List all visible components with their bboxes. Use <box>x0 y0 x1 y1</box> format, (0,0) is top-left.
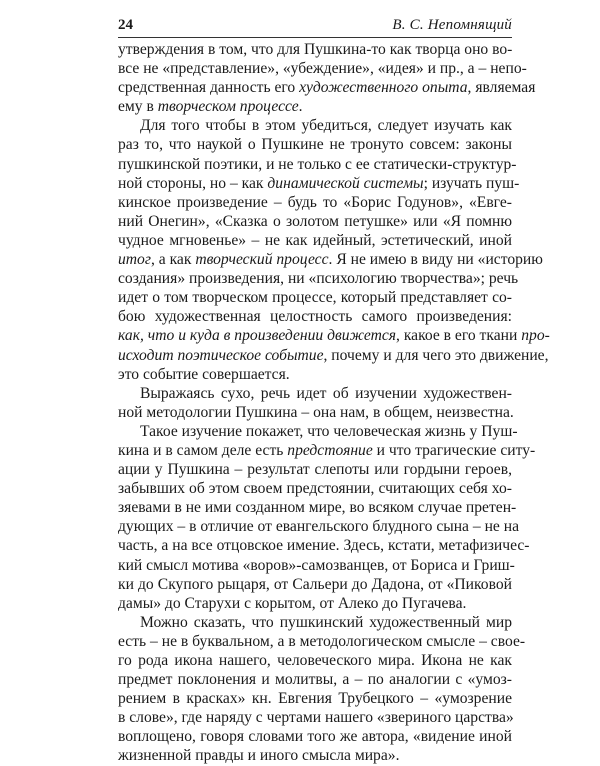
text-line: рением в красках» кн. Евгения Трубецкого – «умозрение <box>118 690 512 708</box>
text-line: кий смысл мотива «воров»-самозванцев, от Бориса и Гриш- <box>118 556 515 574</box>
text-line: кинское произведение – будь то «Борис Годунов», «Евге- <box>118 193 512 211</box>
text-line: чудное мгновенье» – не как идейный, эстетический, иной <box>118 231 512 249</box>
text-line: все не «представление», «убеждение», «идея» и пр., а – непо- <box>118 60 527 78</box>
text-line: ной методологии Пушкина – она нам, в общем, неизвестна. <box>118 403 514 421</box>
text-line: жизненной правды и иного смысла мира». <box>118 747 400 765</box>
text-line: есть – не в буквальном, а в методологическом смысле – свое- <box>118 632 526 650</box>
page-number: 24 <box>118 17 133 33</box>
text-line: предмет поклонения и молитвы, а – по аналогии с «умоз- <box>118 671 512 689</box>
page-header <box>118 14 512 36</box>
text-line: го рода икона нашего, человеческого мира. Икона не как <box>118 652 512 669</box>
text-line: Для того чтобы в этом убедиться, следует изучать как <box>140 117 512 135</box>
text-line: часть, а на все отцовское имение. Здесь, кстати, метафизичес- <box>118 537 530 555</box>
text-line: исходит поэтическое событие, почему и для чего это движение, <box>118 346 549 364</box>
text-line: ний Онегин», «Сказка о золотом петушке» или «Я помню <box>118 212 512 230</box>
text-line: Можно сказать, что пушкинский художественный мир <box>140 613 512 631</box>
text-line: создания» произведения, ни «психологию творчества»; речь <box>118 270 519 288</box>
body-text <box>118 40 550 766</box>
header-rule <box>118 37 512 38</box>
text-line: ему в творческом процессе. <box>118 98 303 116</box>
text-line: раз то, что наукой о Пушкине не тронуто совсем: законы <box>118 136 512 154</box>
text-line: Выражаясь сухо, речь идет об изучении художествен- <box>140 384 512 402</box>
text-line: забывших об этом своем предстоянии, считающих себя хо- <box>118 480 512 498</box>
running-head: В. С. Непомнящий <box>392 17 512 33</box>
text-line: кина и в самом деле есть предстояние и что трагические ситу- <box>118 441 536 459</box>
text-line: бою художественная целостность самого произведения: <box>118 308 512 326</box>
text-line: ации у Пушкина – результат слепоты или гордыни героев, <box>118 461 512 479</box>
text-line: средственная данность его художественного опыта, являемая <box>118 79 536 97</box>
text-line: пушкинской поэтики, и не только с ее статически-структур- <box>118 155 517 173</box>
text-line: идет о том творческом процессе, который представляет со- <box>118 289 512 307</box>
text-line: воплощено, говоря словами того же автора, «видение иной <box>118 728 512 746</box>
text-line: как, что и куда в произведении движется, какое в его ткани про- <box>118 327 550 345</box>
text-line: в слове», где наряду с чертами нашего «звериного царства» <box>118 709 514 727</box>
text-line: зяевами в не ими созданном мире, во всяком случае претен- <box>118 499 517 517</box>
text-line: итог, а как творческий процесс. Я не имею в виду ни «историю <box>118 251 543 269</box>
text-line: Такое изучение покажет, что человеческая жизнь у Пуш- <box>140 422 518 440</box>
text-line: утверждения в том, что для Пушкина-то как творца оно во- <box>118 41 513 58</box>
text-line: это событие совершается. <box>118 365 290 383</box>
text-line: ки до Скупого рыцаря, от Сальери до Дадона, от «Пиковой <box>118 575 512 593</box>
text-line: дамы» до Старухи с корытом, от Алеко до Пугачева. <box>118 594 467 612</box>
text-line: ной стороны, но – как динамической системы; изучать пуш- <box>118 174 520 192</box>
text-line: дующих – в отличие от евангельского блудного сына – не на <box>118 518 520 536</box>
